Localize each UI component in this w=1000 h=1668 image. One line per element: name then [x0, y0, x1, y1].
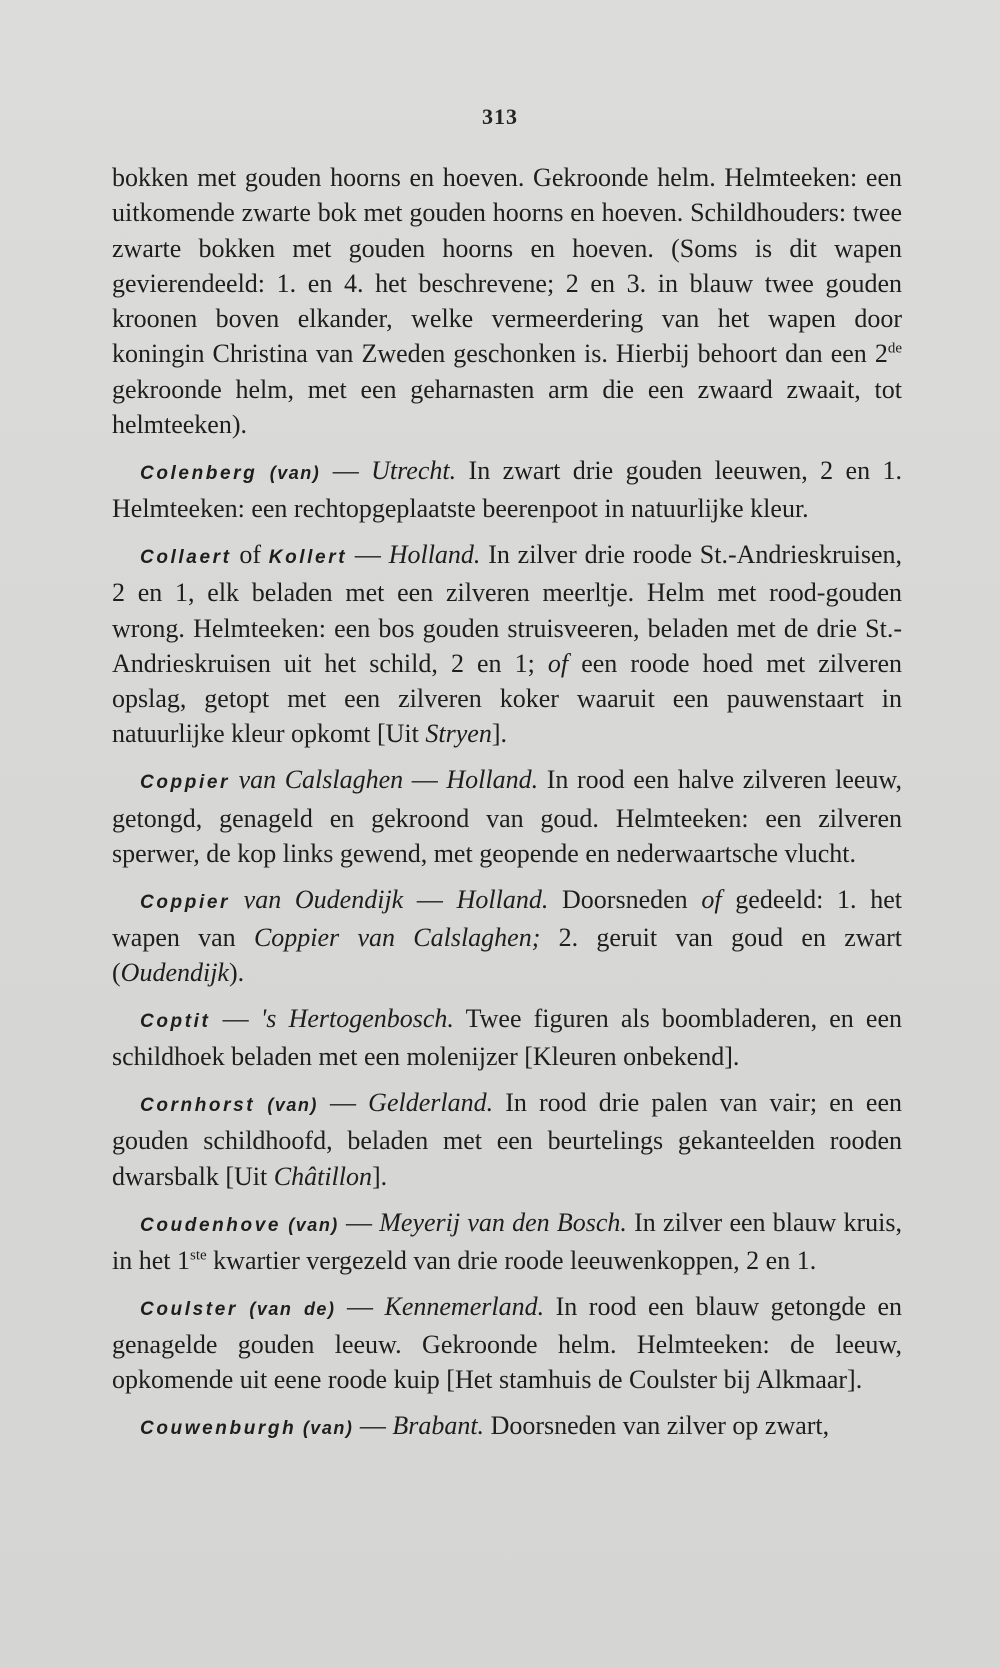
entry-text: In rood drie palen van vair; en een gouden schildhoofd, beladen met een beurtelings gekanteelden rooden dwarsbalk [Uit [112, 1088, 903, 1191]
entry-text-end: 2. geruit van goud en zwart ( [112, 922, 902, 988]
continuation-text-after: gekroonde helm, met een geharnasten arm die een zwaard zwaait, tot helmteeken). [112, 374, 902, 440]
entry-coulster [112, 1289, 902, 1398]
entry-reference-2: Oudendijk [120, 958, 229, 988]
superscript: de [887, 340, 902, 357]
entry-region: Brabant. [392, 1411, 485, 1440]
entry-name: Coulster [140, 1298, 238, 1320]
entry-continuation [112, 160, 902, 442]
entry-prefix: (van de) [249, 1298, 336, 1319]
entry-source: Stryen [425, 719, 492, 749]
dash: — [210, 1004, 261, 1034]
dash: — [347, 539, 389, 569]
entry-name: Coudenhove [140, 1214, 282, 1236]
entry-text: In zilver drie roode St.-Andrieskruisen, 2 en 1, elk beladen met een zilveren meerltje. Helm met rood-gouden wrong. Helmteeken: een bos gouden struisveeren, beladen met de drie St.-Andrieskruisen uit het schild, 2 en 1; [112, 539, 902, 678]
entry-region: 's Hertogenbosch. [260, 1004, 454, 1034]
entry-coppier-oudendijk [112, 882, 902, 991]
entry-region: Gelderland. [368, 1088, 494, 1118]
entry-text-close: ). [228, 958, 245, 988]
entry-text: Twee figuren als boombladeren, en een schildhoek beladen met een molenijzer [Kleuren onbekend]. [112, 1004, 902, 1072]
entry-prefix: (van) [288, 1214, 339, 1235]
entry-prefix: (van) [269, 462, 321, 483]
entry-text: In rood een halve zilveren leeuw, getongd, genageld en gekroond van goud. Helmteeken: een zilveren sperwer, de kop links gewend, met geopende en nederwaartsche vlucht. [112, 765, 902, 868]
entry-region: Holland. [456, 884, 549, 914]
dash: — [403, 765, 447, 795]
entry-name-rest: van Oudendijk [229, 884, 404, 914]
entry-couwenburgh [112, 1408, 902, 1446]
entry-name: Coppier [140, 891, 230, 913]
dash: — [403, 884, 457, 914]
entry-region: Utrecht. [371, 455, 457, 485]
entry-text: Doorsneden [548, 884, 702, 914]
dash: — [353, 1411, 393, 1440]
entry-text: In zwart drie gouden leeuwen, 2 en 1. Helmteeken: een rechtopgeplaatste beerenpoot in natuurlijke kleur. [112, 455, 902, 524]
connector-of: of [231, 539, 269, 569]
of-word: of [547, 648, 569, 678]
entry-alt-name: Kollert [268, 546, 348, 568]
entry-colenberg [112, 453, 902, 527]
entry-name: Coppier [140, 772, 230, 794]
entry-name: Couwenburgh [140, 1418, 297, 1439]
dash: — [335, 1291, 385, 1321]
entry-text-end: ]. [491, 719, 507, 749]
entry-collaert [112, 537, 902, 752]
entry-region: Holland. [446, 765, 539, 795]
entry-source: Châtillon [273, 1161, 372, 1191]
entry-prefix: (van) [267, 1095, 318, 1116]
of-word: of [701, 884, 722, 914]
entry-region: Holland. [388, 539, 481, 569]
entry-text-after: een roode hoed met zilveren opslag, getopt met een zilveren koker waaruit een pauwenstaart in natuurlijke kleur opkomt [Uit [112, 648, 903, 749]
entry-name: Cornhorst [140, 1095, 256, 1117]
entry-name: Coptit [140, 1011, 211, 1033]
entry-reference: Coppier van Calslaghen; [253, 922, 541, 952]
dash: — [338, 1207, 380, 1237]
entry-coudenhove [112, 1205, 902, 1279]
entry-cornhorst [112, 1085, 902, 1194]
entry-text-after: gedeeld: 1. het wapen van [112, 884, 902, 952]
entry-text: Doorsneden van zilver op zwart, [484, 1411, 830, 1440]
page-number: 313 [482, 104, 518, 129]
dash: — [317, 1088, 369, 1118]
entry-region: Kennemerland. [384, 1291, 545, 1321]
entry-region: Meyerij van den Bosch. [379, 1207, 627, 1237]
entry-coppier-calslaghen [112, 762, 902, 871]
page-body [112, 160, 902, 1457]
entry-name: Colenberg [140, 462, 258, 484]
entry-text: In rood een blauw getongde en genagelde gouden leeuw. Gekroonde helm. Helmteeken: de leeuw, opkomende uit eene roode kuip [Het stamhuis de Coulster bij Alkmaar]. [112, 1291, 903, 1395]
entry-name: Collaert [140, 546, 232, 568]
dash: — [320, 455, 372, 485]
entry-coptit [112, 1001, 902, 1075]
entry-name-rest: van Calslaghen [229, 765, 404, 795]
continuation-text: bokken met gouden hoorns en hoeven. Gekroonde helm. Helmteeken: een uitkomende zwarte bok met gouden hoorns en hoeven. Schildhouders: twee zwarte bokken met gouden hoorns en hoeven. (Soms is dit wapen gevierendeeld: 1. en 4. het beschrevene; 2 en 3. in blauw twee gouden kroonen boven elkander, welke vermeerdering van het wapen door koningin Christina van Zweden geschonken is. Hierbij behoort dan een 2 [112, 163, 902, 369]
entry-text-end: ]. [372, 1161, 388, 1191]
entry-prefix: (van) [302, 1418, 354, 1438]
entry-text-after: kwartier vergezeld van drie roode leeuwenkoppen, 2 en 1. [206, 1245, 817, 1275]
superscript: ste [190, 1247, 207, 1264]
entry-text: In zilver een blauw kruis, in het 1 [112, 1207, 903, 1275]
